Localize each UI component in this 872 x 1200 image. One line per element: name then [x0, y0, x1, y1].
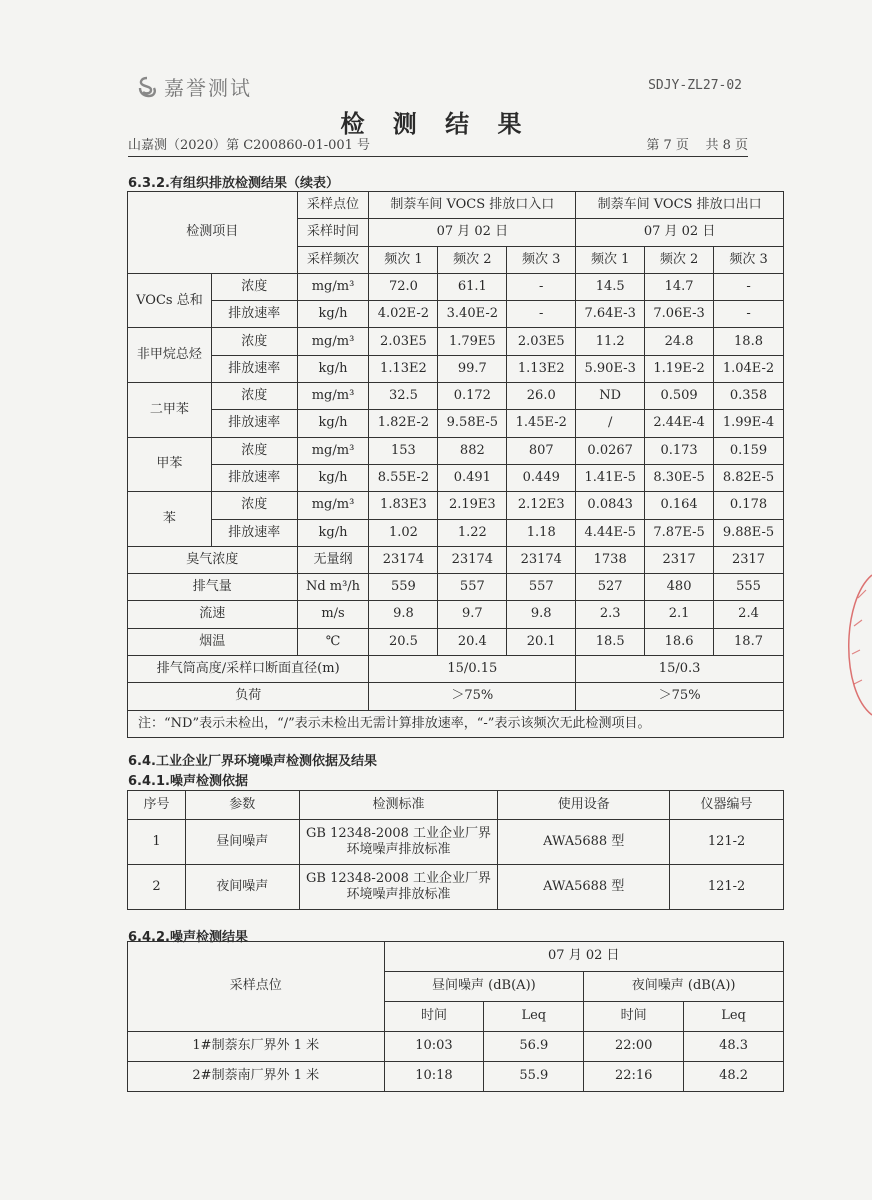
- table-row: [128, 273, 784, 300]
- table-row: [128, 942, 784, 972]
- value-cell: 9.88E-5: [714, 519, 784, 546]
- item-label: 检测项目: [128, 192, 298, 274]
- value-cell: 807: [507, 437, 576, 464]
- unit-cell: kg/h: [297, 301, 369, 328]
- table-row: [128, 492, 784, 519]
- value-cell: -: [507, 301, 576, 328]
- value-cell: 0.491: [438, 464, 507, 491]
- leq-label: Leq: [684, 1002, 784, 1032]
- night-time: 22:00: [584, 1032, 684, 1062]
- row-param: 夜间噪声: [185, 865, 299, 910]
- stack-inlet: 15/0.15: [369, 656, 576, 683]
- value-cell: 2317: [645, 546, 714, 573]
- value-cell: 1.99E-4: [714, 410, 784, 437]
- value-cell: 2.03E5: [369, 328, 438, 355]
- value-cell: /: [576, 410, 645, 437]
- value-cell: 3.40E-2: [438, 301, 507, 328]
- param-name: 排气量: [128, 574, 298, 601]
- value-cell: 7.87E-5: [645, 519, 714, 546]
- value-cell: 0.509: [645, 383, 714, 410]
- table-row: [128, 683, 784, 710]
- value-cell: 1.83E3: [369, 492, 438, 519]
- param-name: 流速: [128, 601, 298, 628]
- freq-cell: 频次 3: [507, 246, 576, 273]
- row-standard: [299, 820, 498, 865]
- value-cell: 0.159: [714, 437, 784, 464]
- sub-rate-label: 排放速率: [211, 519, 297, 546]
- standard-line: 环境噪声排放标准: [346, 887, 451, 902]
- value-cell: 4.02E-2: [369, 301, 438, 328]
- row-label-time: 采样时间: [297, 219, 369, 246]
- value-cell: 18.8: [714, 328, 784, 355]
- table-row: [128, 820, 784, 865]
- value-cell: 1.13E2: [369, 355, 438, 382]
- value-cell: 99.7: [438, 355, 507, 382]
- value-cell: 0.178: [714, 492, 784, 519]
- logo-icon: [136, 76, 158, 98]
- value-cell: 0.164: [645, 492, 714, 519]
- pollutant-name: 非甲烷总烃: [128, 328, 212, 383]
- value-cell: 1.19E-2: [645, 355, 714, 382]
- value-cell: 1.79E5: [438, 328, 507, 355]
- value-cell: 9.8: [507, 601, 576, 628]
- value-cell: 2.03E5: [507, 328, 576, 355]
- row-no: 1: [128, 820, 186, 865]
- unit-cell: kg/h: [297, 519, 369, 546]
- noise-point: 2#制萘南厂界外 1 米: [128, 1062, 385, 1092]
- value-cell: 882: [438, 437, 507, 464]
- header-param: 参数: [185, 791, 299, 820]
- table-row: [128, 410, 784, 437]
- night-time: 22:16: [584, 1062, 684, 1092]
- table-row: [128, 328, 784, 355]
- point-outlet: 制萘车间 VOCS 排放口出口: [576, 192, 784, 219]
- value-cell: 23174: [438, 546, 507, 573]
- value-cell: 2.12E3: [507, 492, 576, 519]
- unit-cell: kg/h: [297, 355, 369, 382]
- sub-conc-label: 浓度: [211, 383, 297, 410]
- value-cell: 8.82E-5: [714, 464, 784, 491]
- unit-cell: Nd m³/h: [297, 574, 369, 601]
- table-row: [128, 192, 784, 219]
- time-label: 时间: [584, 1002, 684, 1032]
- value-cell: 20.1: [507, 628, 576, 655]
- section-632-heading: 6.3.2.有组织排放检测结果（续表）: [128, 176, 339, 191]
- row-device: AWA5688 型: [498, 865, 670, 910]
- table-row: [128, 865, 784, 910]
- value-cell: 2317: [714, 546, 784, 573]
- value-cell: 0.449: [507, 464, 576, 491]
- value-cell: 72.0: [369, 273, 438, 300]
- pollutant-name: 苯: [128, 492, 212, 547]
- value-cell: 8.55E-2: [369, 464, 438, 491]
- row-label-point: 采样点位: [297, 192, 369, 219]
- value-cell: 1.22: [438, 519, 507, 546]
- value-cell: 9.8: [369, 601, 438, 628]
- load-inlet: ＞75%: [369, 683, 576, 710]
- value-cell: 1.45E-2: [507, 410, 576, 437]
- report-subheader: [128, 134, 748, 157]
- pollutant-name: 甲苯: [128, 437, 212, 492]
- table-row: [128, 1062, 784, 1092]
- time-label: 时间: [384, 1002, 484, 1032]
- table-row: [128, 437, 784, 464]
- value-cell: 1.02: [369, 519, 438, 546]
- leq-label: Leq: [484, 1002, 584, 1032]
- report-number: 山嘉测（2020）第 C200860-01-001 号: [128, 138, 371, 153]
- freq-cell: 频次 1: [369, 246, 438, 273]
- night-leq: 48.3: [684, 1032, 784, 1062]
- value-cell: 557: [507, 574, 576, 601]
- value-cell: 0.0267: [576, 437, 645, 464]
- point-inlet: 制萘车间 VOCS 排放口入口: [369, 192, 576, 219]
- sub-conc-label: 浓度: [211, 273, 297, 300]
- load-outlet: ＞75%: [576, 683, 784, 710]
- standard-line: GB 12348-2008 工业企业厂界: [306, 825, 492, 841]
- table-row: [128, 301, 784, 328]
- noise-basis-table: [127, 790, 784, 910]
- freq-cell: 频次 3: [714, 246, 784, 273]
- noise-results-table: [127, 941, 784, 1092]
- value-cell: ND: [576, 383, 645, 410]
- night-leq: 48.2: [684, 1062, 784, 1092]
- value-cell: 11.2: [576, 328, 645, 355]
- value-cell: 0.173: [645, 437, 714, 464]
- value-cell: 23174: [507, 546, 576, 573]
- unit-cell: 无量纲: [297, 546, 369, 573]
- freq-cell: 频次 2: [645, 246, 714, 273]
- value-cell: 4.44E-5: [576, 519, 645, 546]
- stack-outlet: 15/0.3: [576, 656, 784, 683]
- sub-conc-label: 浓度: [211, 492, 297, 519]
- sub-rate-label: 排放速率: [211, 301, 297, 328]
- value-cell: 9.58E-5: [438, 410, 507, 437]
- row-standard: [299, 865, 498, 910]
- table-row: [128, 519, 784, 546]
- value-cell: -: [507, 273, 576, 300]
- sub-rate-label: 排放速率: [211, 464, 297, 491]
- point-label: 采样点位: [128, 942, 385, 1032]
- value-cell: 8.30E-5: [645, 464, 714, 491]
- row-device-id: 121-2: [670, 820, 784, 865]
- date-cell: 07 月 02 日: [384, 942, 783, 972]
- value-cell: 26.0: [507, 383, 576, 410]
- value-cell: 18.7: [714, 628, 784, 655]
- day-leq: 56.9: [484, 1032, 584, 1062]
- value-cell: 20.4: [438, 628, 507, 655]
- day-time: 10:18: [384, 1062, 484, 1092]
- value-cell: 61.1: [438, 273, 507, 300]
- sub-conc-label: 浓度: [211, 328, 297, 355]
- table-row: [128, 355, 784, 382]
- value-cell: 1738: [576, 546, 645, 573]
- value-cell: -: [714, 273, 784, 300]
- standard-line: GB 12348-2008 工业企业厂界: [306, 870, 492, 886]
- value-cell: 0.358: [714, 383, 784, 410]
- company-logo: [136, 72, 252, 101]
- value-cell: 2.4: [714, 601, 784, 628]
- table-row: [128, 1032, 784, 1062]
- standard-line: 环境噪声排放标准: [346, 842, 451, 857]
- page-info: 第 7 页 共 8 页: [646, 138, 748, 153]
- table-row: [128, 791, 784, 820]
- value-cell: 153: [369, 437, 438, 464]
- unit-cell: mg/m³: [297, 273, 369, 300]
- header-device-id: 仪器编号: [670, 791, 784, 820]
- table-row: [128, 546, 784, 573]
- table-row: [128, 464, 784, 491]
- value-cell: 559: [369, 574, 438, 601]
- pollutant-name: 二甲苯: [128, 383, 212, 438]
- value-cell: 7.06E-3: [645, 301, 714, 328]
- sub-rate-label: 排放速率: [211, 355, 297, 382]
- sub-conc-label: 浓度: [211, 437, 297, 464]
- value-cell: 527: [576, 574, 645, 601]
- value-cell: 14.7: [645, 273, 714, 300]
- unit-cell: kg/h: [297, 464, 369, 491]
- freq-cell: 频次 2: [438, 246, 507, 273]
- param-name: 臭气浓度: [128, 546, 298, 573]
- emission-results-table: [127, 191, 784, 738]
- date-inlet: 07 月 02 日: [369, 219, 576, 246]
- unit-cell: ℃: [297, 628, 369, 655]
- unit-cell: m/s: [297, 601, 369, 628]
- value-cell: 18.6: [645, 628, 714, 655]
- value-cell: 1.82E-2: [369, 410, 438, 437]
- unit-cell: mg/m³: [297, 492, 369, 519]
- value-cell: 1.13E2: [507, 355, 576, 382]
- freq-cell: 频次 1: [576, 246, 645, 273]
- row-label-freq: 采样频次: [297, 246, 369, 273]
- value-cell: 2.19E3: [438, 492, 507, 519]
- section-642-heading: 6.4.2.噪声检测结果: [128, 930, 248, 945]
- row-no: 2: [128, 865, 186, 910]
- stack-label: 排气筒高度/采样口断面直径(m): [128, 656, 369, 683]
- value-cell: 5.90E-3: [576, 355, 645, 382]
- row-device-id: 121-2: [670, 865, 784, 910]
- row-device: AWA5688 型: [498, 820, 670, 865]
- value-cell: 23174: [369, 546, 438, 573]
- value-cell: 18.5: [576, 628, 645, 655]
- unit-cell: mg/m³: [297, 328, 369, 355]
- night-noise-label: 夜间噪声 (dB(A)): [584, 972, 784, 1002]
- row-param: 昼间噪声: [185, 820, 299, 865]
- pollutant-name: VOCs 总和: [128, 273, 212, 328]
- header-device: 使用设备: [498, 791, 670, 820]
- logo-text: 嘉誉测试: [164, 76, 252, 100]
- table-row: [128, 628, 784, 655]
- unit-cell: kg/h: [297, 410, 369, 437]
- table-row: [128, 710, 784, 737]
- unit-cell: mg/m³: [297, 437, 369, 464]
- value-cell: 0.0843: [576, 492, 645, 519]
- value-cell: 555: [714, 574, 784, 601]
- date-outlet: 07 月 02 日: [576, 219, 784, 246]
- param-rows: [128, 546, 784, 655]
- value-cell: -: [714, 301, 784, 328]
- section-64-heading: 6.4.工业企业厂界环境噪声检测依据及结果: [128, 754, 377, 769]
- doc-code: SDJY-ZL27-02: [648, 78, 742, 93]
- value-cell: 1.18: [507, 519, 576, 546]
- unit-cell: mg/m³: [297, 383, 369, 410]
- value-cell: 24.8: [645, 328, 714, 355]
- table-note: 注：“ND”表示未检出，“/”表示未检出无需计算排放速率，“-”表示该频次无此检测项目。: [128, 710, 784, 737]
- page-title: 检 测 结 果: [340, 109, 532, 138]
- table-row: [128, 656, 784, 683]
- header-standard: 检测标准: [299, 791, 498, 820]
- header-no: 序号: [128, 791, 186, 820]
- day-leq: 55.9: [484, 1062, 584, 1092]
- table-row: [128, 574, 784, 601]
- value-cell: 1.04E-2: [714, 355, 784, 382]
- table-row: [128, 383, 784, 410]
- sub-rate-label: 排放速率: [211, 410, 297, 437]
- table-row: [128, 601, 784, 628]
- value-cell: 2.44E-4: [645, 410, 714, 437]
- seal-stamp-icon: [832, 570, 872, 720]
- value-cell: 480: [645, 574, 714, 601]
- load-label: 负荷: [128, 683, 369, 710]
- pollutant-rows: [128, 273, 784, 546]
- day-noise-label: 昼间噪声 (dB(A)): [384, 972, 584, 1002]
- value-cell: 1.41E-5: [576, 464, 645, 491]
- noise-point: 1#制萘东厂界外 1 米: [128, 1032, 385, 1062]
- value-cell: 14.5: [576, 273, 645, 300]
- value-cell: 7.64E-3: [576, 301, 645, 328]
- value-cell: 2.1: [645, 601, 714, 628]
- value-cell: 557: [438, 574, 507, 601]
- value-cell: 9.7: [438, 601, 507, 628]
- param-name: 烟温: [128, 628, 298, 655]
- value-cell: 32.5: [369, 383, 438, 410]
- value-cell: 0.172: [438, 383, 507, 410]
- day-time: 10:03: [384, 1032, 484, 1062]
- value-cell: 20.5: [369, 628, 438, 655]
- value-cell: 2.3: [576, 601, 645, 628]
- section-641-heading: 6.4.1.噪声检测依据: [128, 774, 248, 789]
